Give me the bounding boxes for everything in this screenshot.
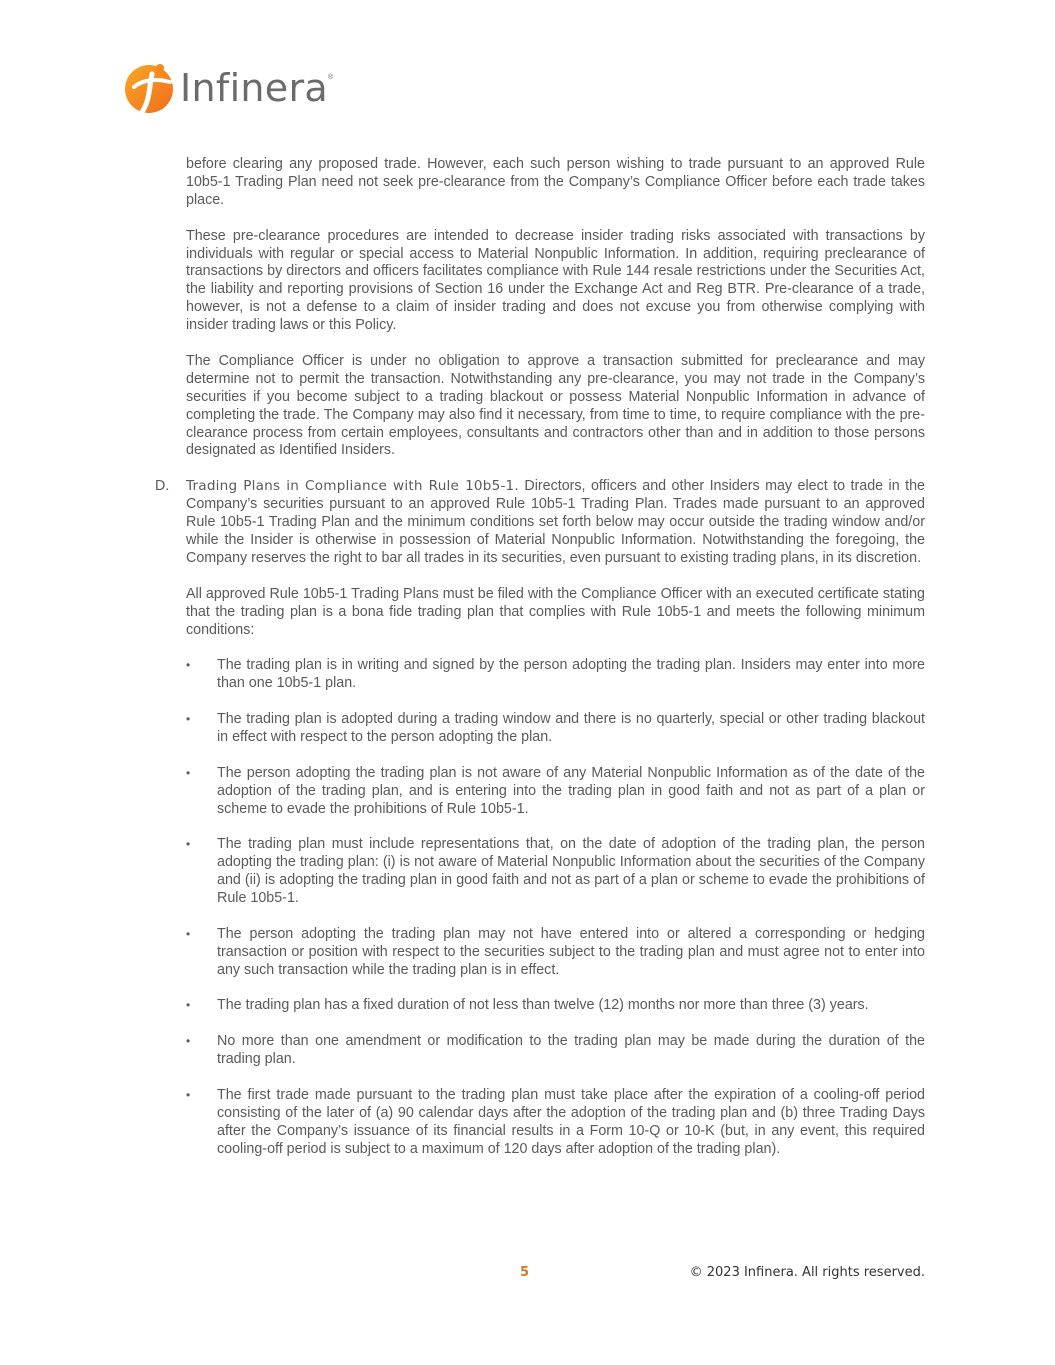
copyright-notice: © 2023 Infinera. All rights reserved. [689, 1265, 925, 1280]
section-d [155, 478, 926, 568]
list-item-text: The trading plan must include representations that, on the date of adoption of the trading plan, the person adopting the trading plan: (i) is not aware of Material Nonpublic Information about the securities of the Company and (ii) is adopting the trading plan in good faith and not as part of a plan or scheme to evade the prohibitions of Rule 10b5-1. [217, 836, 925, 907]
bullet-icon: • [186, 765, 191, 780]
conditions-list [186, 657, 925, 1158]
bullet-icon: • [186, 837, 191, 852]
list-item [186, 657, 925, 693]
list-item [186, 997, 925, 1015]
paragraph: These pre-clearance procedures are intended to decrease insider trading risks associated with transactions by individuals with regular or special access to Material Nonpublic Information. In addition, requiring preclearance of transactions by directors and officers facilitates compliance with Rule 144 resale restrictions under the Securities Act, the liability and reporting provisions of Section 16 under the Exchange Act and Reg BTR. Pre-clearance of a trade, however, is not a defense to a claim of insider trading and does not excuse you from otherwise complying with insider trading laws or this Policy. [186, 227, 925, 334]
list-item-text: The person adopting the trading plan is not aware of any Material Nonpublic Information as of the date of the adoption of the trading plan, and is entering into the trading plan in good faith and not as part of a plan or scheme to evade the prohibitions of Rule 10b5-1. [217, 764, 925, 817]
list-item-text: The trading plan is in writing and signed by the person adopting the trading plan. Insiders may enter into more than one 10b5-1 plan. [217, 657, 925, 692]
infinera-logo-icon [122, 60, 176, 114]
list-item-text: The person adopting the trading plan may not have entered into or altered a corresponding or hedging transaction or position with respect to the securities subject to the trading plan and must agree not to enter into any such transaction while the trading plan is in effect. [217, 925, 925, 978]
registered-mark: ® [328, 73, 334, 81]
list-item [186, 1087, 925, 1159]
list-item [186, 836, 925, 908]
infinera-logo [122, 60, 333, 114]
list-item [186, 1033, 925, 1069]
bullet-icon: • [186, 1034, 191, 1049]
list-item [186, 765, 925, 819]
list-item-text: No more than one amendment or modification to the trading plan may be made during the duration of the trading plan. [217, 1033, 925, 1068]
list-item [186, 711, 925, 747]
section-heading: Trading Plans in Compliance with Rule 10b5-1. [186, 478, 519, 495]
list-item [186, 926, 925, 980]
section-intro: All approved Rule 10b5-1 Trading Plans must be filed with the Compliance Officer with an executed certificate stating that the trading plan is a bona fide trading plan that complies with Rule 10b5-1 and meets the following minimum conditions: [186, 585, 925, 638]
document-body [155, 156, 926, 1176]
bullet-icon: • [186, 1087, 191, 1102]
page-number: 5 [520, 1265, 530, 1280]
section-letter: D. [155, 478, 170, 495]
list-item-text: The first trade made pursuant to the trading plan must take place after the expiration of a cooling-off period consisting of the later of (a) 90 calendar days after the adoption of the trading plan and (b) three Trading Days after the Company’s issuance of its financial results in a Form 10-Q or 10-K (but, in any event, this required cooling-off period is subject to a maximum of 120 days after adoption of the trading plan). [217, 1086, 925, 1157]
bullet-icon: • [186, 998, 191, 1013]
list-item-text: The trading plan has a fixed duration of not less than twelve (12) months nor more than three (3) years. [217, 997, 869, 1014]
bullet-icon: • [186, 658, 191, 673]
bullet-icon: • [186, 926, 191, 941]
paragraph: The Compliance Officer is under no obligation to approve a transaction submitted for preclearance and may determine not to permit the transaction. Notwithstanding any pre-clearance, you may not trade in the Company’s securities if you become subject to a trading blackout or possess Material Nonpublic Information in advance of completing the trade. The Company may also find it necessary, from time to time, to require compliance with the pre-clearance process from certain employees, consultants and contractors other than and in addition to those persons designated as Identified Insiders. [186, 352, 925, 459]
section-body: Directors, officers and other Insiders may elect to trade in the Company’s securities pursuant to an approved Rule 10b5-1 Trading Plan. Trades made pursuant to an approved Rule 10b5-1 Trading Plan and the minimum conditions set forth below may occur outside the trading window and/or while the Insider is otherwise in possession of Material Nonpublic Information. Notwithstanding the foregoing, the Company reserves the right to bar all trades in its securities, even pursuant to existing trading plans, in its discretion. [186, 478, 926, 566]
bullet-icon: • [186, 712, 191, 726]
list-item-text: The trading plan is adopted during a trading window and there is no quarterly, special or other trading blackout in effect with respect to the person adopting the plan. [217, 711, 925, 745]
logo-wordmark: Infinera [180, 66, 328, 110]
paragraph: before clearing any proposed trade. However, each such person wishing to trade pursuant to an approved Rule 10b5-1 Trading Plan need not seek pre-clearance from the Company’s Compliance Officer before each trade takes place. [186, 156, 925, 208]
